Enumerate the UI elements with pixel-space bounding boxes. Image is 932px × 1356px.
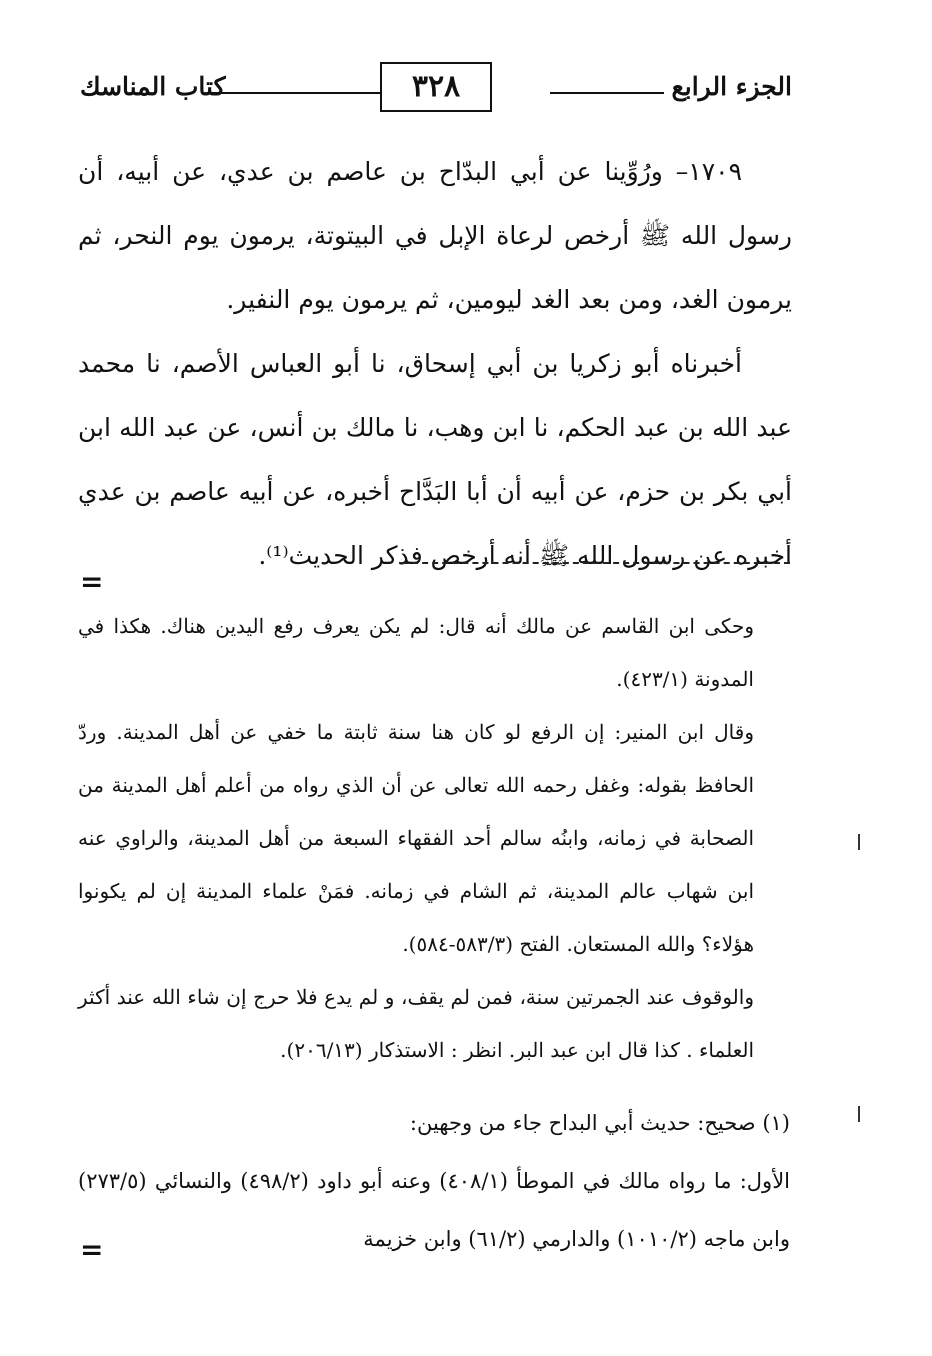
page-number: ٣٢٨ xyxy=(380,62,492,112)
page-header xyxy=(80,62,792,116)
header-rule-right xyxy=(550,92,664,94)
footnote-line: (١) صحيح: حديث أبي البداح جاء من وجهين: xyxy=(409,1111,790,1135)
book-title: كتاب المناسك xyxy=(80,72,226,101)
part-title: الجزء الرابع xyxy=(671,72,792,101)
commentary-paragraph: وحكى ابن القاسم عن مالك أنه قال: لم يكن يعرف رفع اليدين هناك. هكذا في المدونة (٤٢٣/١). xyxy=(78,614,755,691)
hadith-paragraph: ١٧٠٩– ورُوِّينا عن أبي البدّاح بن عاصم بن عدي، عن أبيه، أن رسول الله ﷺ أرخص لرعاة الإبل في البيتوتة، يرمون يوم النحر، ثم يرمون الغد، ومن بعد الغد ليومين، ثم يرمون يوم النفير. xyxy=(78,157,792,314)
margin-tick xyxy=(858,1106,860,1122)
header-rule-left xyxy=(210,92,380,94)
continued-commentary xyxy=(78,600,754,1077)
commentary-paragraph: والوقوف عند الجمرتين سنة، فمن لم يقف، و لم يدع فلا حرج إن شاء الله عند أكثر العلماء . كذا قال ابن عبد البر. انظر : الاستذكار (٢٠٦/١٣). xyxy=(78,985,754,1062)
main-text xyxy=(78,140,792,588)
footnote-line: الأول: ما رواه مالك في الموطأ (٤٠٨/١) وعنه أبو داود (٤٩٨/٢) والنسائي (٢٧٣/٥) وابن ماجه (١٠١٠/٢) والدارمي (٦١/٢) وابن خزيمة xyxy=(78,1169,791,1251)
continuation-mark-bottom: = xyxy=(80,1233,104,1266)
footnote-separator xyxy=(402,562,790,564)
footnotes xyxy=(78,1094,790,1268)
isnad-paragraph: أخبرناه أبو زكريا بن أبي إسحاق، نا أبو العباس الأصم، نا محمد عبد الله بن عبد الحكم، نا ابن وهب، نا مالك بن أنس، عن عبد الله ابن أبي بكر بن حزم، عن أبيه أن أبا البَدَّاح أخبره، عن أبيه عاصم بن عدي أخبره عن رسول الله ﷺ أنه أرخص فذكر الحديث⁽¹⁾. xyxy=(78,349,792,570)
commentary-paragraph: وقال ابن المنير: إن الرفع لو كان هنا سنة ثابتة ما خفي عن أهل المدينة. وردّ الحافظ بقوله: وغفل رحمه الله تعالى عن أن الذي رواه من أعلم أهل المدينة من الصحابة في زمانه، وابنُه سالم أحد الفقهاء السبعة من أهل المدينة، والراوي عنه ابن شهاب عالم المدينة، ثم الشام في زمانه. فمَنْ علماء المدينة إن لم يكونوا هؤلاء؟ والله المستعان. الفتح (٥٨٣/٣-٥٨٤). xyxy=(78,720,754,956)
continuation-mark-top: = xyxy=(80,565,104,598)
margin-tick xyxy=(858,834,860,850)
